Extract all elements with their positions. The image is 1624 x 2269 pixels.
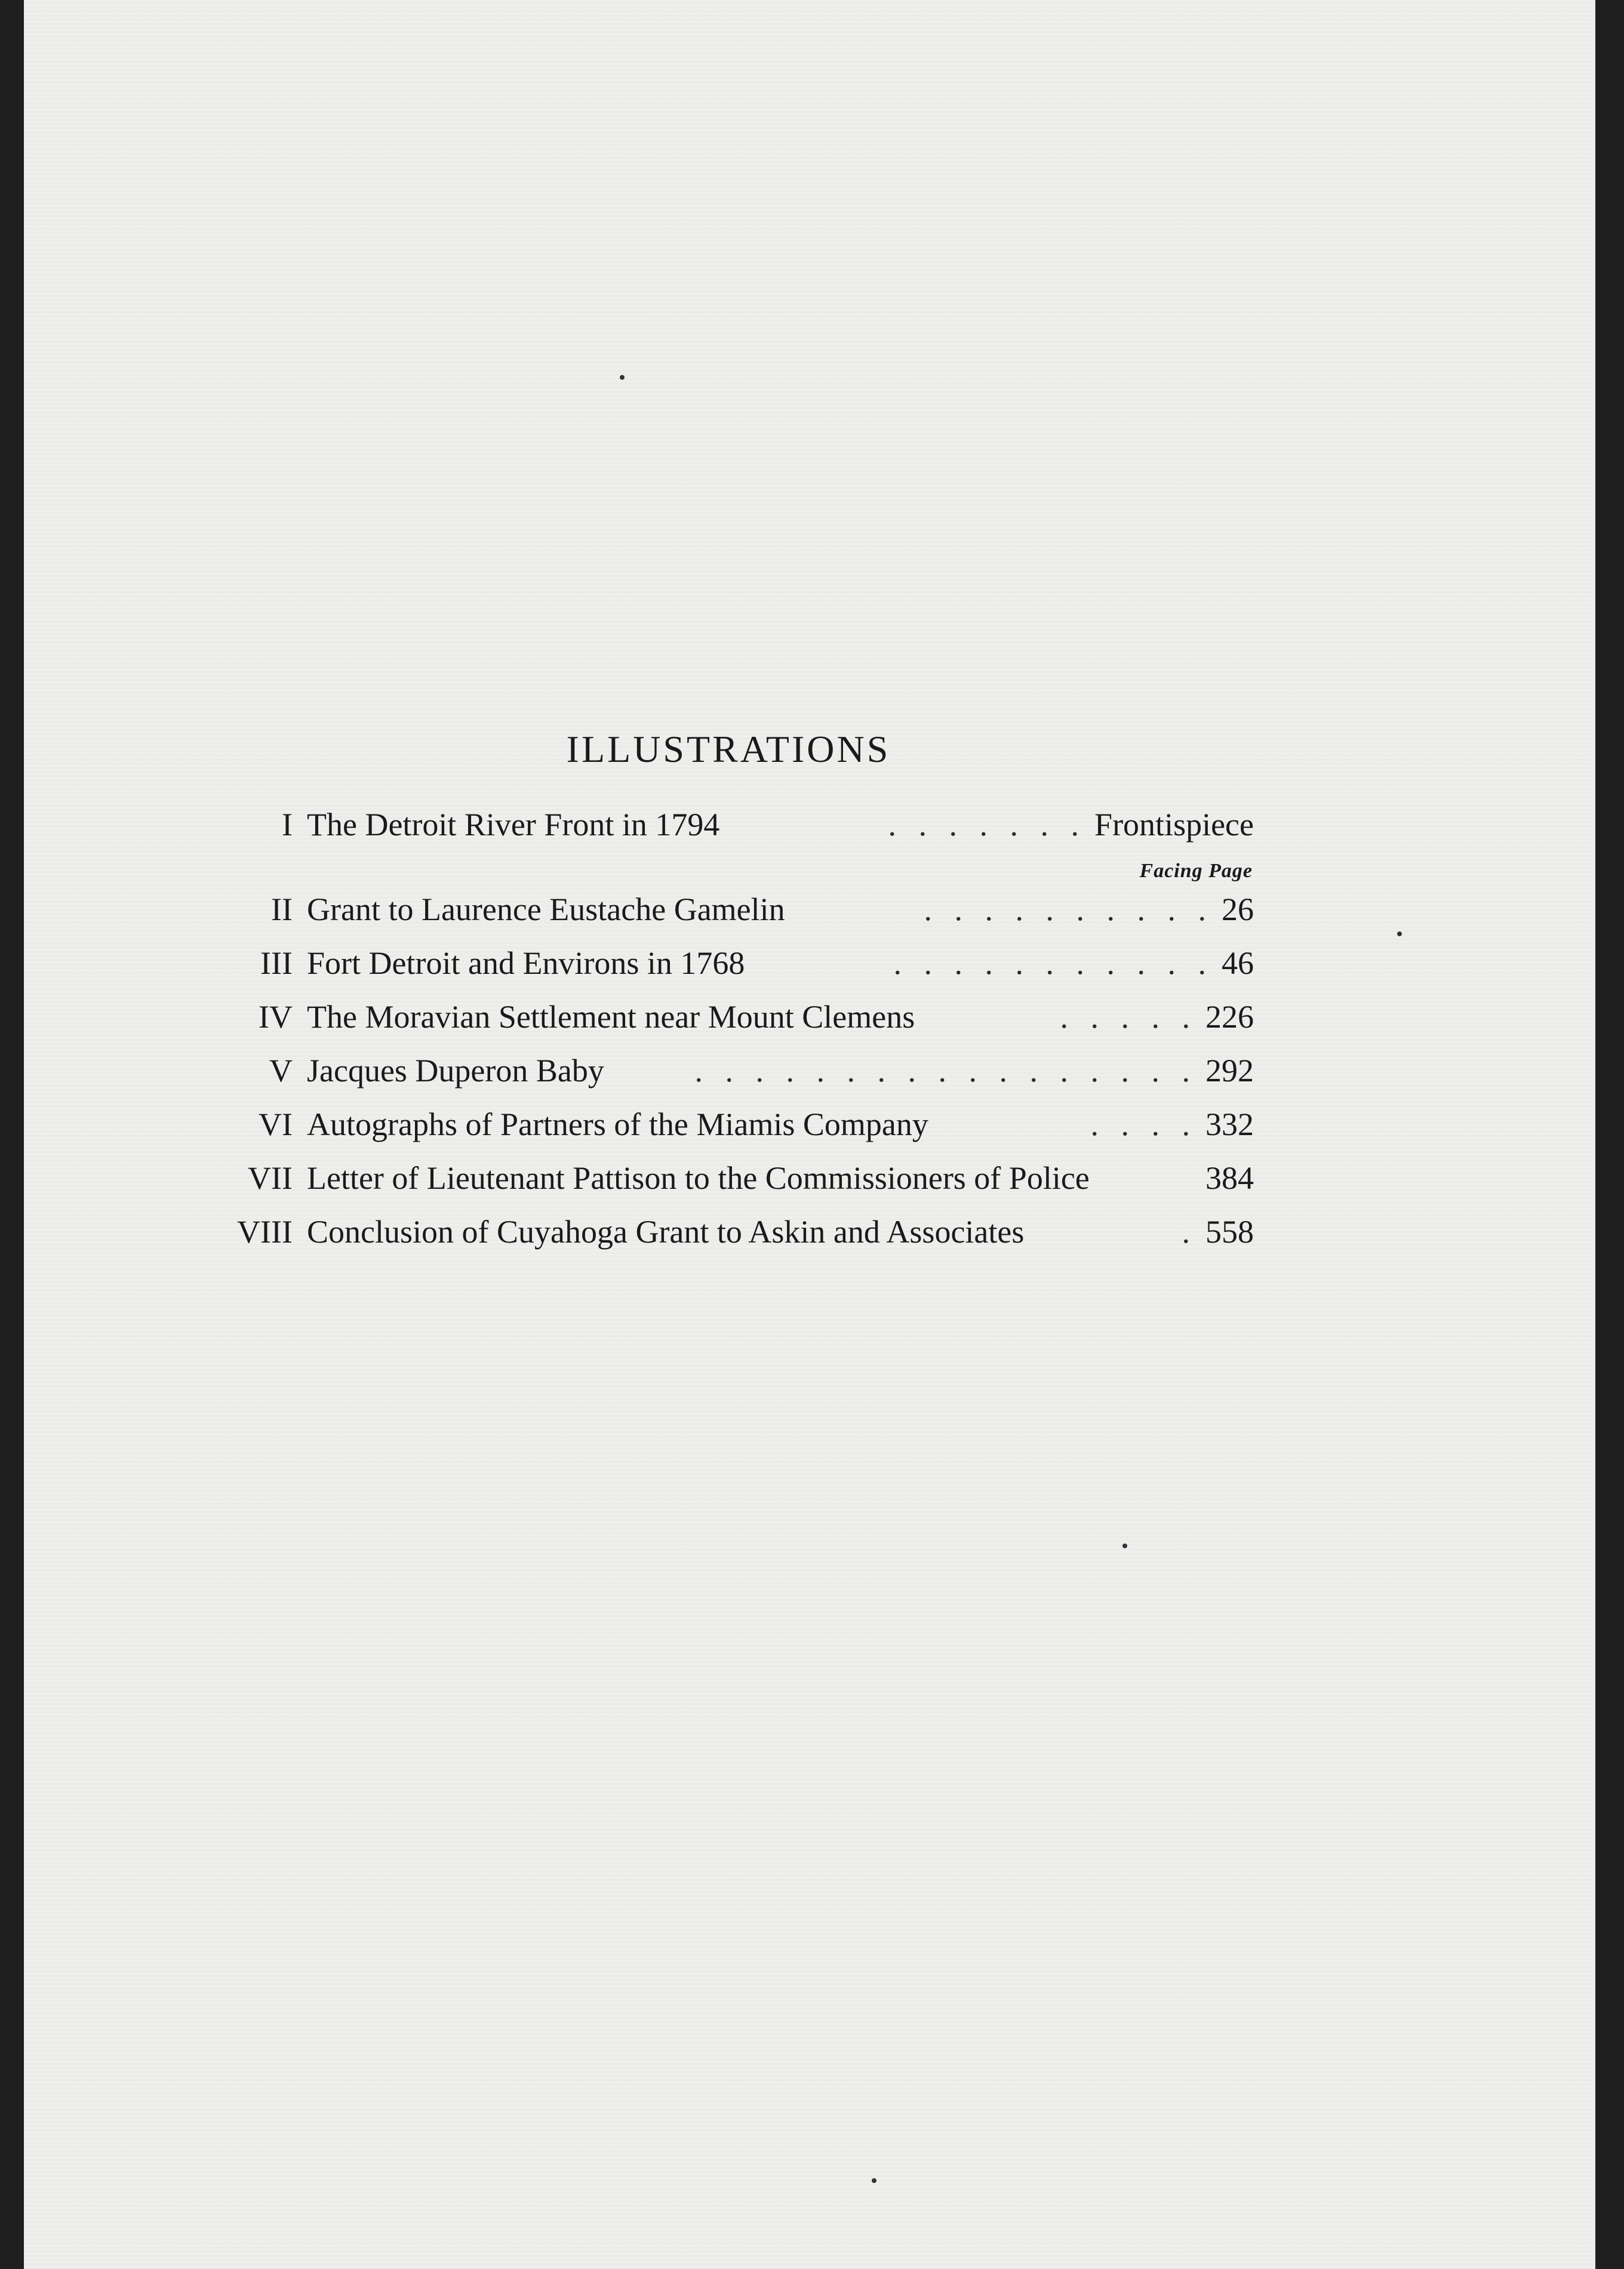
dot-leader: . . . . . . . . . . . xyxy=(893,945,1213,981)
page-reference: 332 xyxy=(1205,1106,1254,1142)
page-reference: 26 xyxy=(1222,891,1254,927)
plate-numeral: I xyxy=(282,807,293,843)
list-item xyxy=(203,1106,1254,1160)
page-sheet xyxy=(24,0,1595,2269)
list-item xyxy=(203,891,1254,945)
plate-caption: Autographs of Partners of the Miamis Company xyxy=(307,1106,928,1142)
plate-numeral: VI xyxy=(259,1106,293,1142)
plate-numeral: IV xyxy=(259,999,293,1035)
plate-caption: Conclusion of Cuyahoga Grant to Askin and Associates xyxy=(307,1214,1025,1250)
list-item xyxy=(203,1052,1254,1106)
ink-speck xyxy=(872,2178,876,2183)
plate-caption: Letter of Lieutenant Pattison to the Commissioners of Police xyxy=(307,1160,1090,1196)
list-item xyxy=(203,1160,1254,1213)
facing-page-label: Facing Page xyxy=(1139,860,1253,882)
plate-caption: The Detroit River Front in 1794 xyxy=(307,807,720,843)
page-reference: 292 xyxy=(1205,1053,1254,1089)
plate-caption: Jacques Duperon Baby xyxy=(307,1053,604,1089)
ink-speck xyxy=(620,375,625,380)
illustrations-list xyxy=(203,806,1254,1267)
plate-numeral: II xyxy=(271,891,293,927)
plate-numeral: VII xyxy=(248,1160,293,1196)
list-item xyxy=(203,806,1254,860)
page-reference: 226 xyxy=(1205,999,1254,1035)
plate-numeral: III xyxy=(260,945,293,981)
list-item xyxy=(203,998,1254,1052)
dot-leader: . xyxy=(1182,1214,1197,1250)
plate-caption: Fort Detroit and Environs in 1768 xyxy=(307,945,745,981)
page-reference: 46 xyxy=(1222,945,1254,981)
page-title: ILLUSTRATIONS xyxy=(566,728,891,770)
page-reference: Frontispiece xyxy=(1094,807,1254,843)
dot-leader: . . . . . . . . . . xyxy=(924,891,1213,927)
dot-leader: . . . . . xyxy=(1060,999,1197,1035)
plate-caption: The Moravian Settlement near Mount Clemens xyxy=(307,999,915,1035)
dot-leader: . . . . . . . xyxy=(888,807,1087,843)
page-reference: 384 xyxy=(1205,1160,1254,1196)
ink-speck xyxy=(1122,1544,1127,1548)
plate-numeral: V xyxy=(269,1053,293,1089)
ink-speck xyxy=(1397,931,1402,936)
plate-caption: Grant to Laurence Eustache Gamelin xyxy=(307,891,785,927)
plate-numeral: VIII xyxy=(237,1214,293,1250)
list-item xyxy=(203,1213,1254,1267)
dot-leader: . . . . xyxy=(1090,1106,1197,1142)
list-item xyxy=(203,945,1254,998)
dot-leader: . . . . . . . . . . . . . . . . . xyxy=(694,1053,1197,1089)
page-reference: 558 xyxy=(1205,1214,1254,1250)
